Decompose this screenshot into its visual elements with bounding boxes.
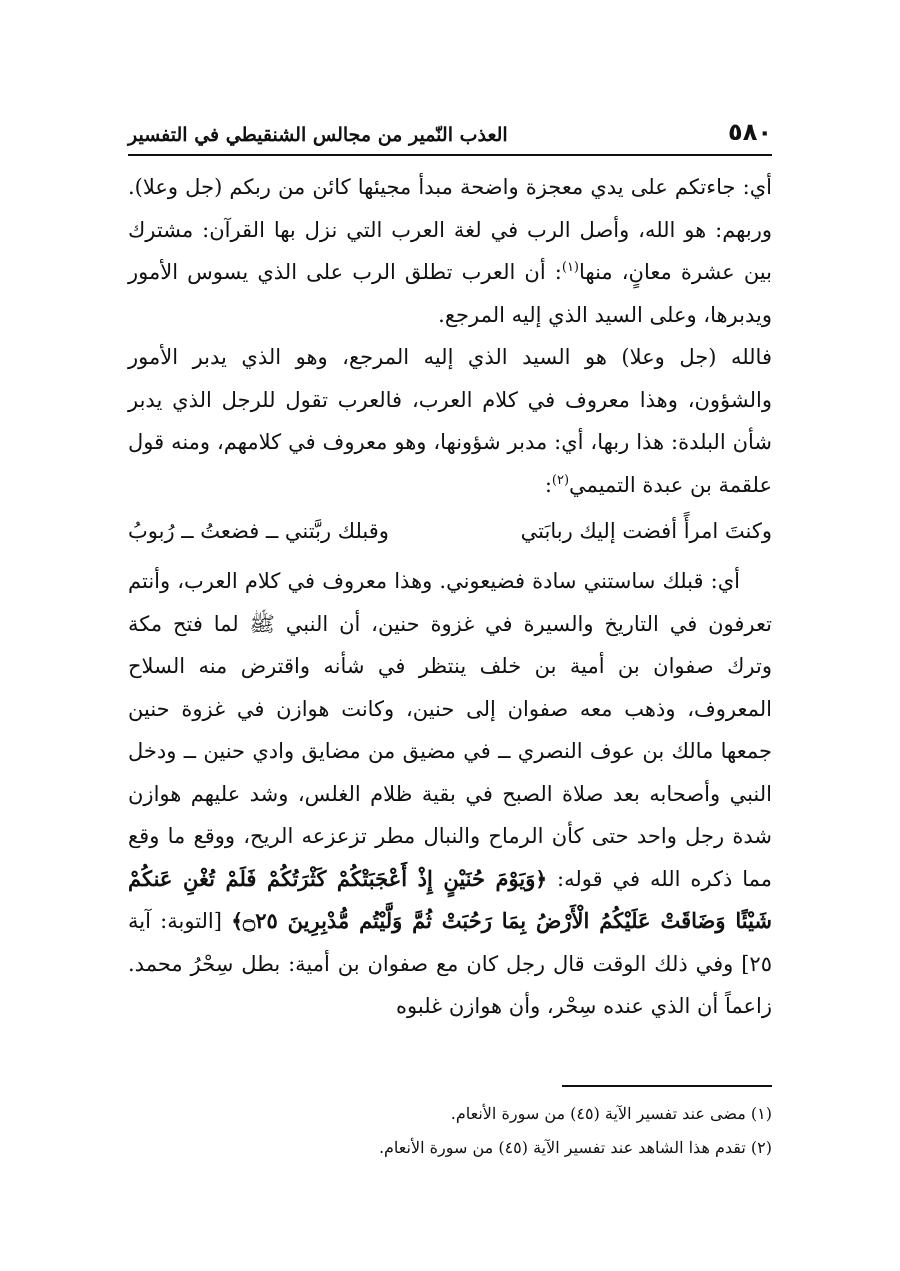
footnote-2: (٢) تقدم هذا الشاهد عند تفسير الآية (٤٥) من سورة الأنعام. [378,1138,772,1157]
footnote-ref-1: (١) [561,260,579,275]
poetry-verse [128,506,772,560]
paragraph-3: أي: قبلك ساستني سادة فضيعوني. وهذا معروف في كلام العرب، وأنتم تعرفون في التاريخ والسيرة في غزوة حنين، أن النبي ﷺ لما فتح مكة وترك صفوان بن أمية بن خلف ينتظر في شأنه واقترض منه السلاح المعروف، وذهب معه صفوان إلى حنين، وكانت هوازن في غزوة حنين جمعها مالك بن عوف النصري ــ في مضيق من مضايق وادي حنين ــ ودخل النبي وأصحابه بعد صلاة الصبح في بقية ظلام الغلس، وشد عليهم هوازن شدة رجل واحد حتى كأن الرماح والنبال مطر تزعزعه الريح، ووقع ما وقع مما ذكره الله في قوله: ﴿وَيَوْمَ حُنَيْنٍ إِذْ أَعْجَبَتْكُمْ كَثْرَتُكُمْ فَلَمْ تُغْنِ عَنكُمْ شَيْئًا وَضَاقَتْ عَلَيْكُمُ الْأَرْضُ بِمَا رَحُبَتْ ثُمَّ وَلَّيْتُم مُّدْبِرِينَ ۝٢٥﴾ [التوبة: آية ٢٥] وفي ذلك الوقت قال رجل كان مع صفوان بن أمية: بطل سِحْرُ محمد. زاعماً أن الذي عنده سِحْر، وأن هوازن غلبوه [128,569,773,1018]
footnote-ref-2: (٢) [551,472,570,488]
quran-citation: [التوبة: آية ٢٥] [128,909,772,976]
ornate-bracket-open: ﴿ [535,866,548,891]
paragraph-1: أي: جاءتكم على يدي معجزة واضحة مبدأ مجيئها كائن من ربكم (جل وعلا). وربهم: هو الله، وأصل الرب في لغة العرب التي نزل بها القرآن: مشترك بين عشرة معانٍ، منها$^{(١)}$: أن العرب تطلق الرب على الذي يسوس الأمور ويدبرها، وعلى السيد الذي إليه المرجع. [128,175,772,327]
page-number: ٥٨٠ [728,118,772,146]
main-text [128,166,772,1028]
book-title: العذب النّمير من مجالس الشنقيطي في التفسير [128,124,508,146]
page-header [128,112,772,146]
ornate-bracket-close: ﴾ [231,909,243,933]
quran-text: وَيَوْمَ حُنَيْنٍ إِذْ أَعْجَبَتْكُمْ كَثْرَتُكُمْ فَلَمْ تُغْنِ عَنكُمْ شَيْئًا وَضَاقَتْ عَلَيْكُمُ الْأَرْضُ بِمَا رَحُبَتْ ثُمَّ وَلَّيْتُم مُّدْبِرِينَ [128,865,773,933]
header-rule [128,154,772,156]
verse-first-hemistich: وكنتَ امرأً أفضت إليك ربابَتي [520,519,772,543]
footnote-1: (١) مضى عند تفسير الآية (٤٥) من سورة الأنعام. [450,1104,772,1123]
footnote-rule [562,1085,772,1087]
verse-second-hemistich: وقبلك ربَّتني ــ فضعتُ ــ رُبوبُ [128,519,389,543]
ayah-marker: ۝٢٥ [242,908,278,933]
footnotes [128,1097,772,1165]
paragraph-2: فالله (جل وعلا) هو السيد الذي إليه المرجع، وهو الذي يدبر الأمور والشؤون، وهذا معروف في كلام العرب، فالعرب تقول للرجل الذي يدبر شأن البلدة: هذا ربها، أي: مدبر شؤونها، وهو معروف في كلامهم، ومنه قول علقمة بن عبدة التميمي$^{(٢)}$: [128,345,772,497]
